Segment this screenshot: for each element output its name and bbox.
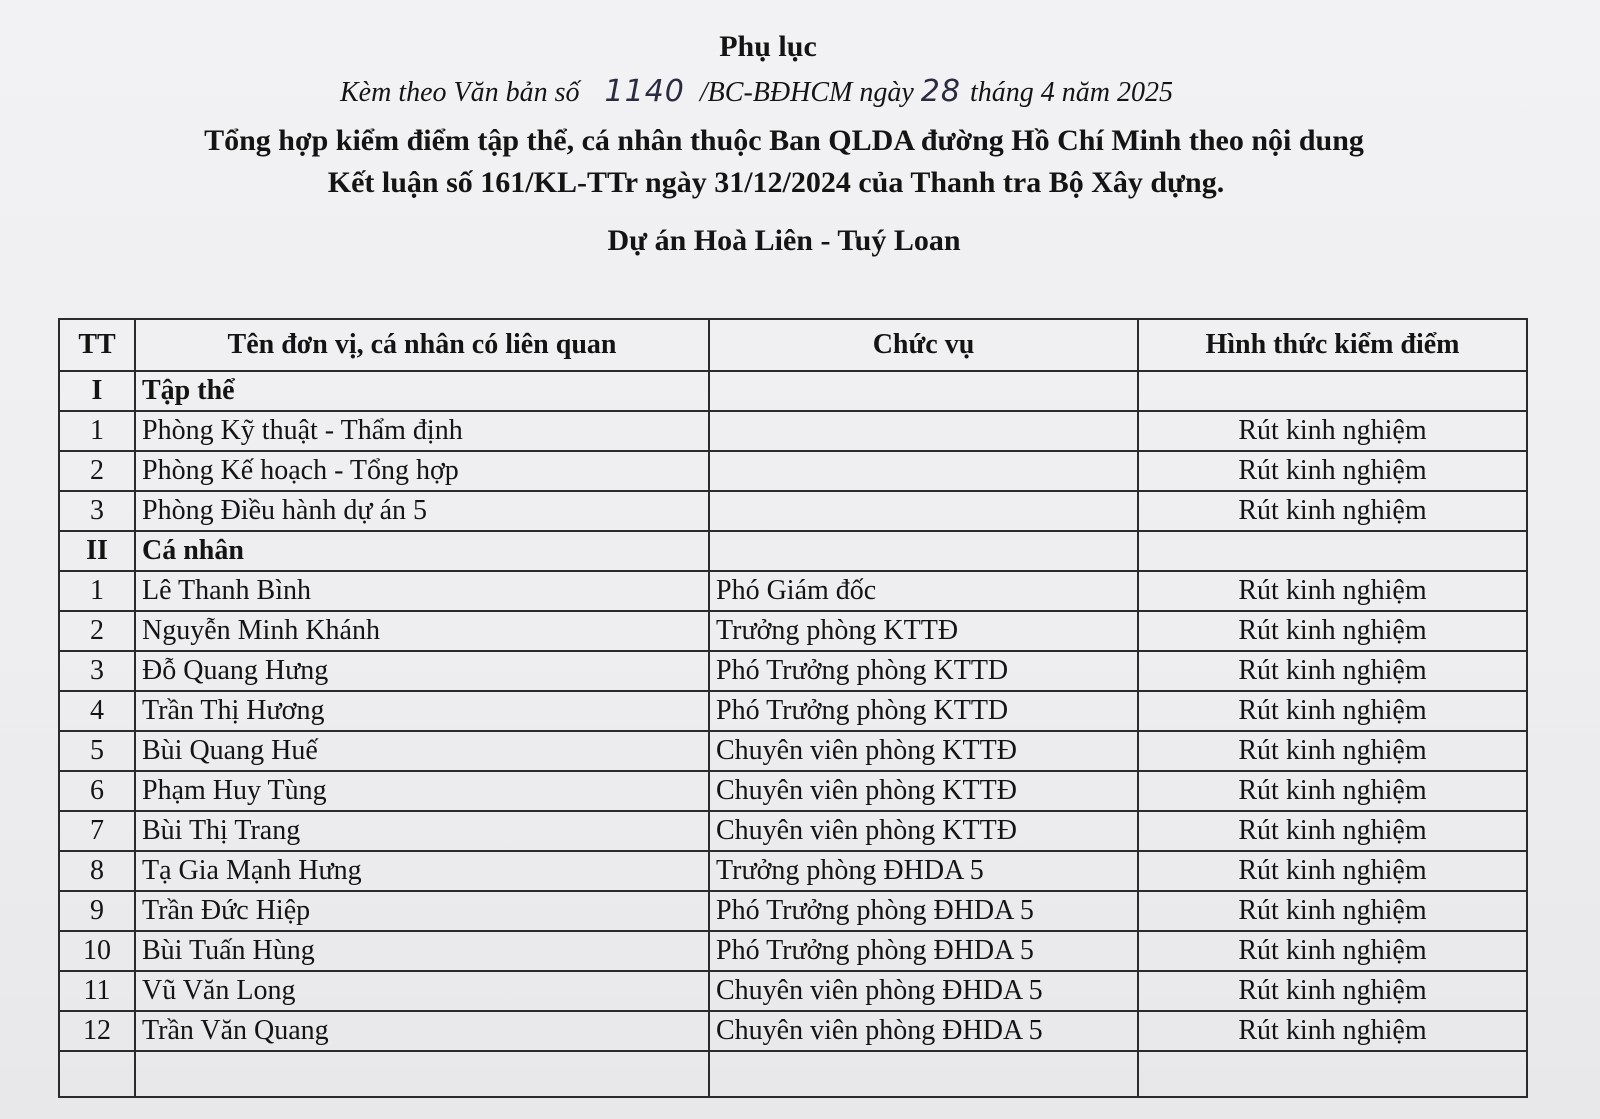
cell-tt: 3 (59, 491, 135, 531)
cell-position: Phó Trưởng phòng ĐHDA 5 (709, 931, 1138, 971)
cell-tt: 4 (59, 691, 135, 731)
handwritten-doc-number: 1140 (604, 74, 685, 109)
cell-form: Rút kinh nghiệm (1138, 811, 1527, 851)
cell-tt: 8 (59, 851, 135, 891)
cell-form: Rút kinh nghiệm (1138, 691, 1527, 731)
cell-name: Bùi Thị Trang (135, 811, 709, 851)
cell-name (135, 1051, 709, 1097)
cell-form: Rút kinh nghiệm (1138, 731, 1527, 771)
table-row (59, 851, 1527, 891)
cell-tt: 5 (59, 731, 135, 771)
review-table (58, 318, 1528, 1098)
cell-position: Chuyên viên phòng ĐHDA 5 (709, 1011, 1138, 1051)
table-header-row (59, 319, 1527, 371)
subtitle-middle: /BC-BĐHCM ngày (699, 77, 914, 108)
table-row (59, 451, 1527, 491)
cell-form (1138, 1051, 1527, 1097)
cell-name: Cá nhân (135, 531, 709, 571)
cell-name: Bùi Tuấn Hùng (135, 931, 709, 971)
cell-name: Bùi Quang Huế (135, 731, 709, 771)
cell-position: Chuyên viên phòng ĐHDA 5 (709, 971, 1138, 1011)
cell-form: Rút kinh nghiệm (1138, 571, 1527, 611)
cell-tt: 12 (59, 1011, 135, 1051)
cell-form: Rút kinh nghiệm (1138, 931, 1527, 971)
column-header-position: Chức vụ (709, 319, 1138, 371)
cell-name: Nguyễn Minh Khánh (135, 611, 709, 651)
table-row (59, 811, 1527, 851)
cell-name: Tập thể (135, 371, 709, 411)
cell-name: Đỗ Quang Hưng (135, 651, 709, 691)
document-title: Phụ lục (719, 30, 817, 63)
cell-position (709, 371, 1138, 411)
cell-position: Phó Giám đốc (709, 571, 1138, 611)
cell-tt: 2 (59, 611, 135, 651)
cell-position: Phó Trưởng phòng ĐHDA 5 (709, 891, 1138, 931)
cell-name: Lê Thanh Bình (135, 571, 709, 611)
cell-position: Phó Trưởng phòng KTTD (709, 651, 1138, 691)
cell-name: Trần Đức Hiệp (135, 891, 709, 931)
cell-form: Rút kinh nghiệm (1138, 451, 1527, 491)
cell-tt: I (59, 371, 135, 411)
section-row (59, 531, 1527, 571)
cell-name: Phòng Điều hành dự án 5 (135, 491, 709, 531)
table-row (59, 691, 1527, 731)
table-row (59, 651, 1527, 691)
cell-form: Rút kinh nghiệm (1138, 891, 1527, 931)
column-header-name: Tên đơn vị, cá nhân có liên quan (135, 319, 709, 371)
column-header-tt: TT (59, 319, 135, 371)
cell-tt: 10 (59, 931, 135, 971)
table-row (59, 1011, 1527, 1051)
cell-position: Chuyên viên phòng KTTĐ (709, 731, 1138, 771)
table-row (59, 491, 1527, 531)
cell-form (1138, 371, 1527, 411)
subtitle-suffix: tháng 4 năm 2025 (969, 77, 1173, 108)
cell-name: Tạ Gia Mạnh Hưng (135, 851, 709, 891)
table-row (59, 931, 1527, 971)
cell-name: Vũ Văn Long (135, 971, 709, 1011)
cell-form: Rút kinh nghiệm (1138, 771, 1527, 811)
cell-position (709, 1051, 1138, 1097)
cell-position: Chuyên viên phòng KTTĐ (709, 811, 1138, 851)
cell-name: Trần Văn Quang (135, 1011, 709, 1051)
cell-position: Trưởng phòng KTTĐ (709, 611, 1138, 651)
cell-tt (59, 1051, 135, 1097)
table-row (59, 571, 1527, 611)
heading-line-1: Tổng hợp kiểm điểm tập thể, cá nhân thuộc Ban QLDA đường Hồ Chí Minh theo nội dung (204, 124, 1364, 157)
cell-tt: 2 (59, 451, 135, 491)
cell-form: Rút kinh nghiệm (1138, 971, 1527, 1011)
table-row (59, 971, 1527, 1011)
section-row (59, 371, 1527, 411)
heading-line-2: Kết luận số 161/KL-TTr ngày 31/12/2024 của Thanh tra Bộ Xây dựng. (327, 166, 1225, 199)
table-row (59, 731, 1527, 771)
cell-name: Phạm Huy Tùng (135, 771, 709, 811)
cell-form: Rút kinh nghiệm (1138, 651, 1527, 691)
cell-name: Trần Thị Hương (135, 691, 709, 731)
cell-position (709, 451, 1138, 491)
cell-position (709, 411, 1138, 451)
cell-position (709, 531, 1138, 571)
cell-tt: 3 (59, 651, 135, 691)
cell-tt: 1 (59, 571, 135, 611)
cell-name: Phòng Kế hoạch - Tổng hợp (135, 451, 709, 491)
cell-tt: 1 (59, 411, 135, 451)
table-row (59, 411, 1527, 451)
project-name: Dự án Hoà Liên - Tuý Loan (607, 224, 961, 257)
document-subtitle (340, 74, 1173, 109)
cell-tt: 9 (59, 891, 135, 931)
column-header-form: Hình thức kiểm điểm (1138, 319, 1527, 371)
cell-position: Trưởng phòng ĐHDA 5 (709, 851, 1138, 891)
cell-form: Rút kinh nghiệm (1138, 1011, 1527, 1051)
cell-form (1138, 531, 1527, 571)
cell-name: Phòng Kỹ thuật - Thẩm định (135, 411, 709, 451)
table-row (59, 891, 1527, 931)
cell-tt: 7 (59, 811, 135, 851)
table-row (59, 771, 1527, 811)
handwritten-day: 28 (920, 74, 961, 109)
cell-tt: 11 (59, 971, 135, 1011)
table-body (59, 371, 1527, 1097)
cell-position: Chuyên viên phòng KTTĐ (709, 771, 1138, 811)
cell-tt: 6 (59, 771, 135, 811)
cell-form: Rút kinh nghiệm (1138, 851, 1527, 891)
cell-form: Rút kinh nghiệm (1138, 491, 1527, 531)
cell-form: Rút kinh nghiệm (1138, 611, 1527, 651)
table-row (59, 611, 1527, 651)
cell-tt: II (59, 531, 135, 571)
cell-form: Rút kinh nghiệm (1138, 411, 1527, 451)
blank-row (59, 1051, 1527, 1097)
subtitle-prefix: Kèm theo Văn bản số (340, 77, 580, 108)
cell-position: Phó Trưởng phòng KTTD (709, 691, 1138, 731)
cell-position (709, 491, 1138, 531)
